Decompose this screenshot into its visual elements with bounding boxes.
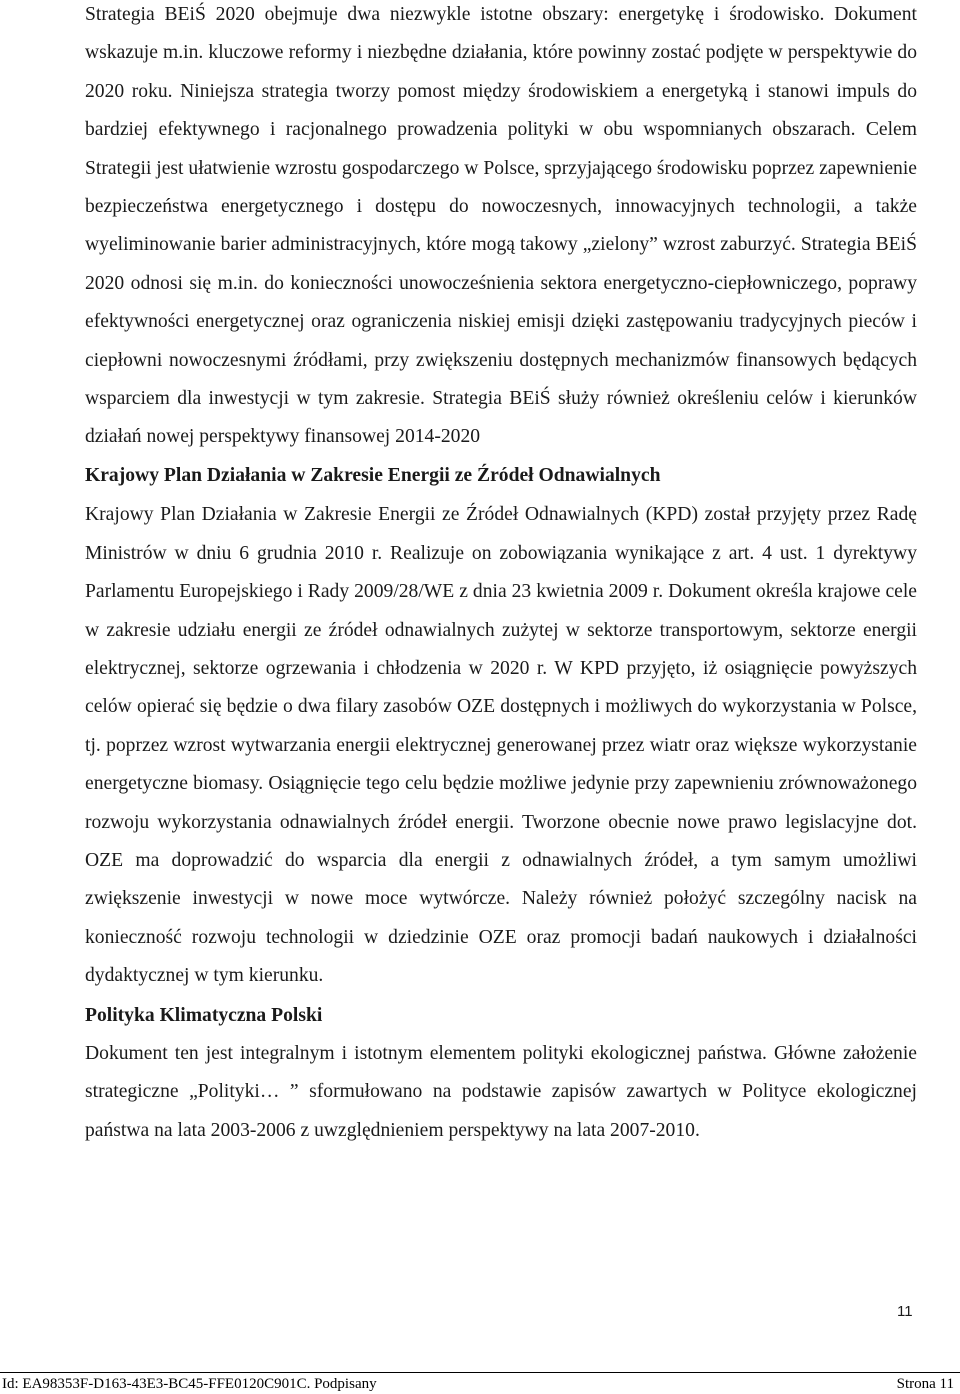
paragraph-strategia-beis: Strategia BEiŚ 2020 obejmuje dwa niezwykle istotne obszary: energetykę i środowisko. Dokument wskazuje m.in. kluczowe reformy i niezbędne działania, które powinny zostać podjęte w perspektywie do 2020 roku. Niniejsza strategia tworzy pomost między środowiskiem a energetyką i stanowi impuls do bardziej efektywnego i racjonalnego prowadzenia polityki w obu wspomnianych obszarach. Celem Strategii jest ułatwienie wzrostu gospodarczego w Polsce, sprzyjającego środowisku poprzez zapewnienie bezpieczeństwa energetycznego i dostępu do nowoczesnych, innowacyjnych technologii, a także wyeliminowanie barier administracyjnych, które mogą takowy „zielony” wzrost zaburzyć. Strategia BEiŚ 2020 odnosi się m.in. do konieczności unowocześnienia sektora energetyczno-ciepłowniczego, poprawy efektywności energetycznej oraz ograniczenia niskiej emisji dzięki zastępowaniu tradycyjnych pieców i ciepłowni nowoczesnymi źródłami, przy zwiększeniu dostępnych mechanizmów finansowych będących wsparciem dla inwestycji w tym zakresie. Strategia BEiŚ służy również określeniu celów i kierunków działań nowej perspektywy finansowej 2014-2020: [85, 4, 917, 448]
document-body: [85, 0, 917, 1150]
paragraph-polityka-ekologiczna: Dokument ten jest integralnym i istotnym elementem polityki ekologicznej państwa. Główne założenie strategiczne „Polityki… ” sformułowano na podstawie zapisów zawartych w Polityce ekologicznej państwa na lata 2003-2006 z uwzględnieniem perspektywy na lata 2007-2010.: [85, 1042, 917, 1141]
footer: [0, 1375, 960, 1394]
footer-divider: [0, 1372, 960, 1373]
page-number: 11: [897, 1303, 913, 1320]
heading-krajowy-plan: Krajowy Plan Działania w Zakresie Energii ze Źródeł Odnawialnych: [85, 464, 661, 486]
heading-polityka-klimatyczna: Polityka Klimatyczna Polski: [85, 1004, 323, 1026]
paragraph-kpd: Krajowy Plan Działania w Zakresie Energii ze Źródeł Odnawialnych (KPD) został przyjęty przez Radę Ministrów w dniu 6 grudnia 2010 r. Realizuje on zobowiązania wynikające z art. 4 ust. 1 dyrektywy Parlamentu Europejskiego i Rady 2009/28/WE z dnia 23 kwietnia 2009 r. Dokument określa krajowe cele w zakresie udziału energii ze źródeł odnawialnych zużytej w sektorze transportowym, sektorze energii elektrycznej, sektorze ogrzewania i chłodzenia w 2020 r. W KPD przyjęto, iż osiągnięcie powyższych celów opierać się będzie o dwa filary zasobów OZE dostępnych i możliwych do wykorzystania w Polsce, tj. poprzez wzrost wytwarzania energii elektrycznej generowanej przez wiatr oraz większe wykorzystanie energetyczne biomasy. Osiągnięcie tego celu będzie możliwe jedynie przy zapewnieniu zrównoważonego rozwoju wykorzystania odnawialnych źródeł energii. Tworzone obecnie nowe prawo legislacyjne dot. OZE ma doprowadzić do wsparcia dla energii z odnawialnych źródeł, a tym samym umożliwi zwiększenie inwestycji w nowe moce wytwórcze. Należy również położyć szczególny nacisk na konieczność rozwoju technologii w dziedzinie OZE oraz promocji badań naukowych i działalności dydaktycznej w tym kierunku.: [85, 504, 917, 987]
footer-page-label: Strona 11: [896, 1376, 954, 1392]
footer-document-id: Id: EA98353F-D163-43E3-BC45-FFE0120C901C. Podpisany: [2, 1376, 377, 1392]
